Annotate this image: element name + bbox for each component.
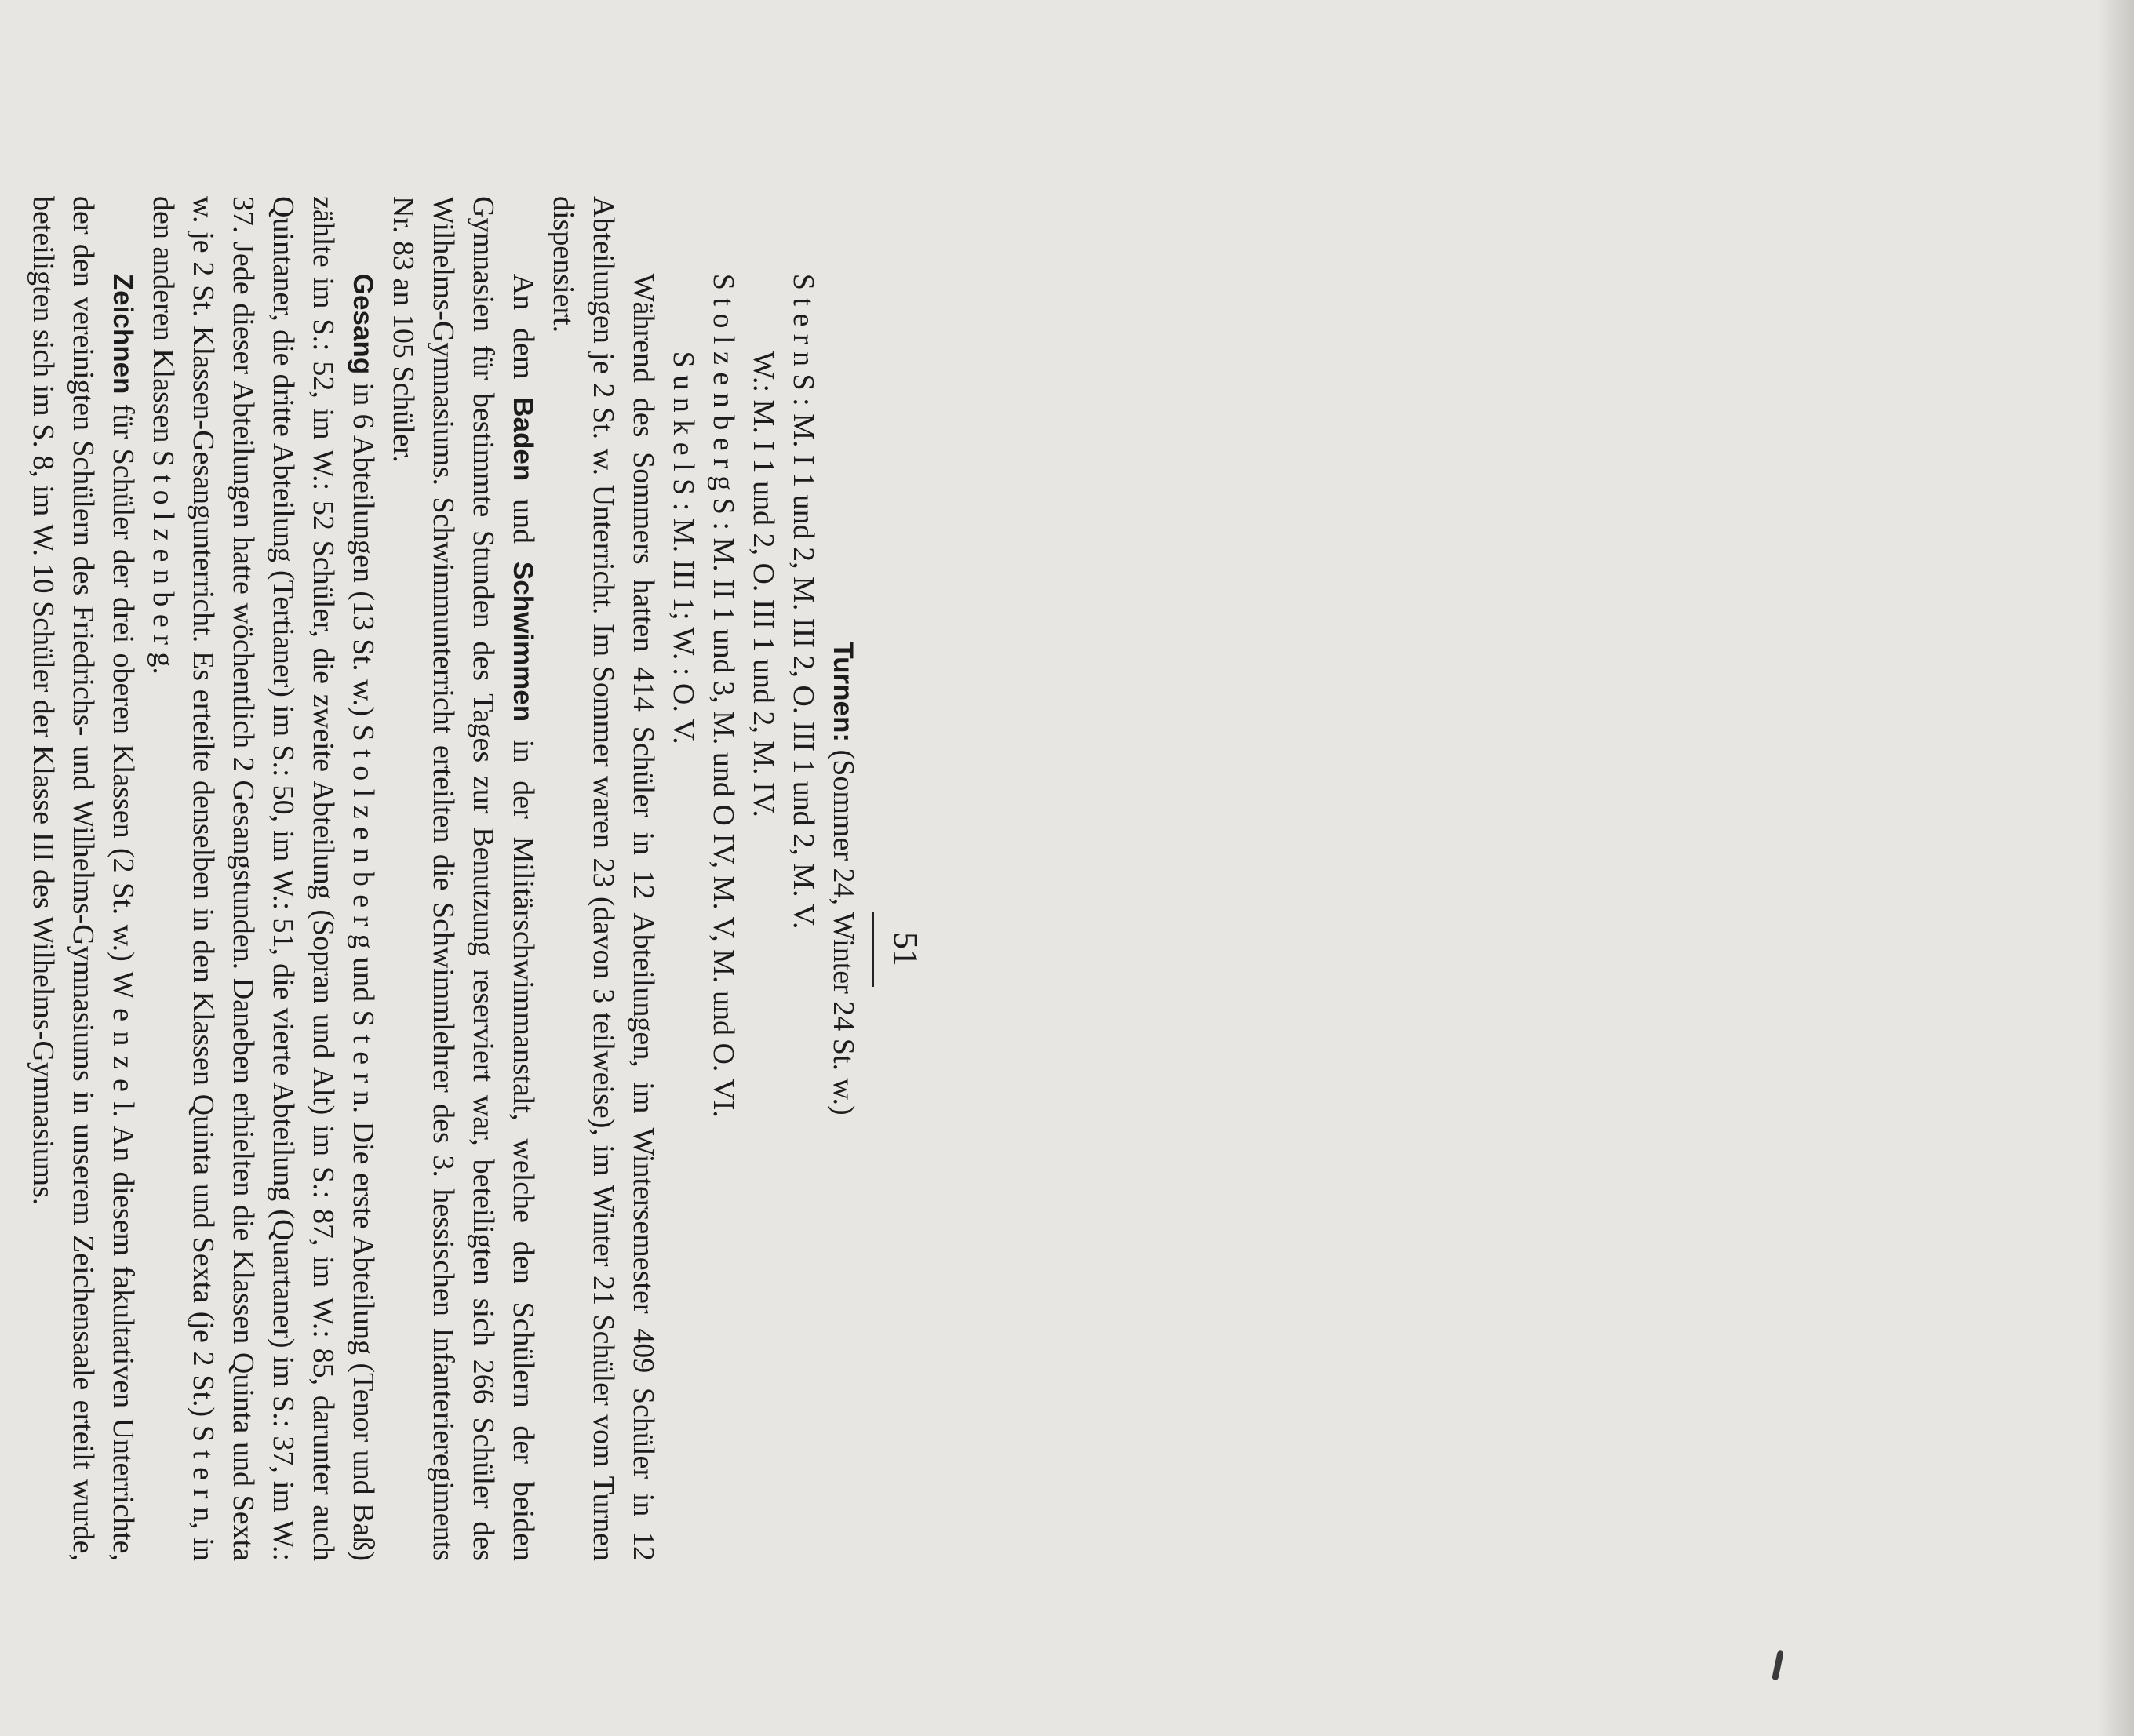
schwimmen-label: Schwimmen [508,561,538,722]
turnen-paragraph: Während des Sommers hatten 414 Schüler in 12 Abteilungen, im Wintersemester 409 Schüler in 12 Abteilungen je 2 St. w. Unterricht. Im Sommer waren 23 (davon 3 teilweise), im Winter 21 Schüler vom Turnen dispensiert. [547,196,660,1561]
baden-paragraph [383,196,543,1561]
zeichnen-label: Zeichnen [107,273,138,395]
gesang-label: Gesang [348,273,378,375]
turnen-hours: (Sommer 24, Winter 24 St. w.) [827,742,860,1115]
turnen-heading [823,196,863,1561]
baden-text: in der Militärschwimmanstalt, welche den Schülern der beiden Gymnasien für bestimmte Stunden des Tages zur Benutzung reserviert war, beteiligten sich 266 Schüler des Wilhelms-Gymnasiums. Schwimmunterricht erteilten die Schwimmlehrer des 3. hessischen Infanterieregiments Nr. 83 an 105 Schüler. [387,196,540,1562]
page-number: 51 [887,932,925,966]
gesang-text: in 6 Abteilungen (13 St. w.) S t o l z e n b e r g und S t e r n. Die erste Abteilung (Tenor und Baß) zählte im S.: 52, im W.: 52 Schüler, die zweite Abteilung (Sopran und Alt) im S.: 87, im W.: 85, darunter auch Quintaner, die dritte Abteilung (Tertianer) im S.: 50, im W.: 51, die vierte Abteilung (Quartaner) im S.: 37, im W.: 37. Jede dieser Abteilungen hatte wöchentlich 2 Gesangstunden. Daneben erhielten die Klassen Quinta und Sexta w. je 2 St. Klassen-Gesangunterricht. Es erteilte denselben in den Klassen Quinta und Sexta (je 2 St.) S t e r n, in den anderen Klassen S t o l z e n b e r g. [147,196,380,1561]
zeichnen-paragraph [23,196,143,1561]
turnen-line-stolzenberg: S t o l z e n b e r g S : M. II 1 und 3, M. und O IV, M. V, M. und O. VI. [707,273,740,1118]
baden-pre: An dem [507,273,540,398]
turnen-line-stern: S t e r n S : M. I 1 und 2, M. III 2, O. III 1 und 2, M. V. [787,273,820,930]
page-body [0,196,863,1561]
baden-label: Baden [508,397,538,482]
gesang-paragraph [143,196,383,1561]
zeichnen-text: für Schüler der drei oberen Klassen (2 St. w.) W e n z e l. An diesem fakultativen Unterrichte, der den vereinigten Schülern des Friedrichs- und Wilhelms-Gymnasiums in unserem Zeichensaale erteilt wurde, beteiligten sich im S. 8, im W. 10 Schüler der Klasse III des Wilhelms-Gymnasiums. [27,196,140,1561]
baden-mid: und [507,481,540,562]
turnen-label: Turnen: [828,642,858,743]
turnen-line-winter: W.: M. I 1 und 2, O. III 1 und 2, M. IV. [747,351,780,817]
turnen-line-sunkel: S u n k e l S : M. III 1; W. : O. V. [667,351,700,744]
page-number-rule [872,912,874,987]
